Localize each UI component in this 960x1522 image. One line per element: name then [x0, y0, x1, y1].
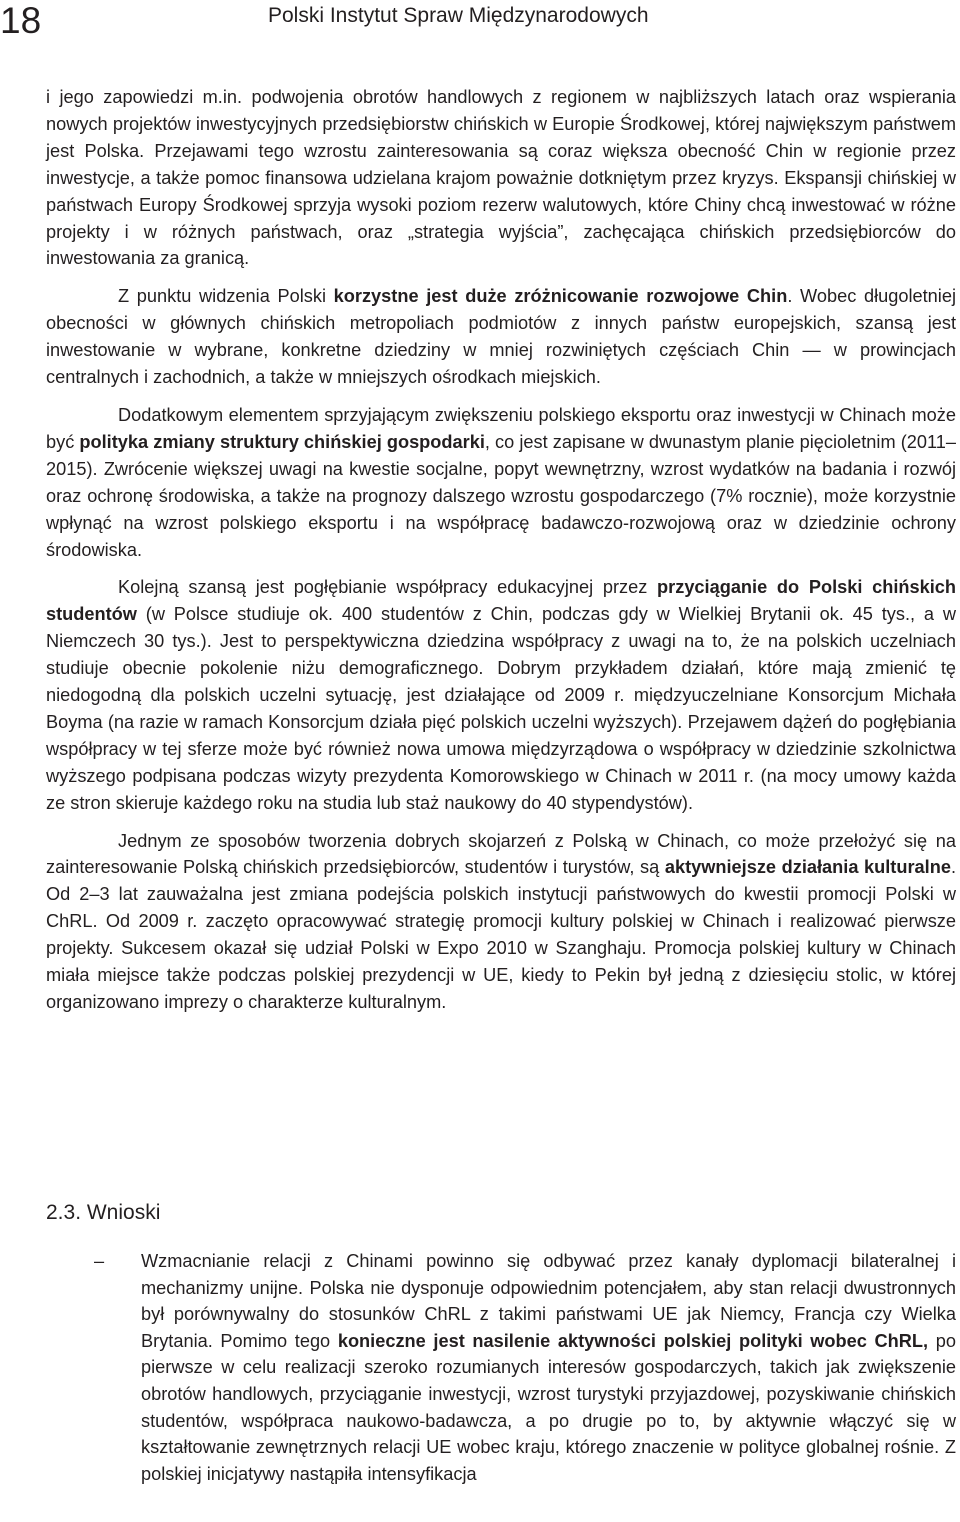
paragraph-2-before: Z punktu widzenia Polski	[118, 286, 334, 307]
list-item-after: po pierwsze w celu realizacji szeroko rozumianych interesów gospodarczych, takich jak zwiększenie obrotów handlowych, przyciąganie inwestycji, wzrost turystyki przyjazdowej, pozyskiwanie chińskich studentów, współpraca naukowo-badawcza, a po drugie po to, by aktywnie włączyć się w kształtowanie zewnętrznych relacji UE wobec kraju, którego znaczenie w polityce globalnej rośnie. Z polskiej inicjatywy nastąpiła intensyfikacja	[141, 1330, 956, 1484]
paragraph-4	[46, 574, 956, 816]
section-heading: 2.3. Wnioski	[46, 1201, 161, 1224]
paragraph-5	[46, 828, 956, 1016]
list-item-before: Wzmacnianie relacji z Chinami powinno się odbywać przez kanały dyplomacji bilateralnej i mechanizmy unijne. Polska nie dysponuje odpowiednim potencjałem, aby stan relacji dwustronnych był porównywalny do stosunków ChRL z takimi państwami UE jak Niemcy, Francja czy Wielka Brytania. Pomimo tego	[141, 1251, 956, 1351]
list-item-emphasis: konieczne jest nasilenie aktywności polskiej polityki wobec ChRL,	[337, 1330, 929, 1351]
body-text	[46, 84, 956, 1027]
paragraph-3	[46, 402, 956, 563]
paragraph-4-after: (w Polsce studiuje ok. 400 studentów z Chin, podczas gdy w Wielkiej Brytanii ok. 45 tys., a w Niemczech 30 tys.). Jest to perspektywiczna dziedzina współpracy z uwagi na to, że na polskich uczelniach studiuje obecnie pokolenie niżu demograficznego. Dobrym przykładem działań, które mają zmienić tę niedogodną dla polskich uczelni sytuację, jest działające od 2009 r. międzyuczelniane Konsorcjum Michała Boyma (na razie w ramach Konsorcjum działa pięć polskich uczelni wyższych). Przejawem dążeń do pogłębiania współpracy w tej sferze może być również nowa umowa międzyrządowa o współpracy w dziedzinie szkolnictwa wyższego podpisana podczas wizyty prezydenta Komorowskiego w Chinach w 2011 r. (na mocy umowy każda ze stron skieruje każdego roku na studia lub staż naukowy do 40 stypendystów).	[46, 604, 956, 813]
list-dash: –	[94, 1251, 105, 1271]
paragraph-5-before: Jednym ze sposobów tworzenia dobrych skojarzeń z Polską w Chinach, co może przełożyć się na zainteresowanie Polską chińskich przedsiębiorców, studentów i turystów, są	[46, 830, 956, 878]
paragraph-3-before: Dodatkowym elementem sprzyjającym zwiększeniu polskiego eksportu oraz inwestycji w Chinach może być	[46, 404, 956, 452]
paragraph-3-emphasis: polityka zmiany struktury chińskiej gospodarki	[79, 431, 485, 452]
paragraph-1-text: i jego zapowiedzi m.in. podwojenia obrotów handlowych z regionem w najbliższych latach oraz wspierania nowych projektów inwestycyjnych przedsiębiorstw chińskich w Europie Środkowej, której największym państwem jest Polska. Przejawami tego wzrostu zainteresowania są coraz większa obecność Chin w regionie przez inwestycje, a także pomoc finansowa udzielana krajom poważnie dotkniętym przez kryzys. Ekspansji chińskiej w państwach Europy Środkowej sprzyja wysoki poziom rezerw walutowych, które Chiny chcą inwestować w różne projekty i w różnych państwach, oraz „strategia wyjścia”, zachęcająca chińskich przedsiębiorców do inwestowania za granicą.	[46, 87, 956, 269]
paragraph-1	[46, 84, 956, 272]
list-item	[46, 1248, 956, 1487]
paragraph-2-emphasis: korzystne jest duże zróżnicowanie rozwojowe Chin	[333, 286, 788, 307]
paragraph-3-after: , co jest zapisane w dwunastym planie pięcioletnim (2011–2015). Zwrócenie większej uwagi na kwestie socjalne, popyt wewnętrzny, wzrost wydatków na badania i rozwój oraz ochronę środowiska, a także na prognozy dalszego wzrostu gospodarczego (7% rocznie), może korzystnie wpłynąć na wzrost polskiego eksportu i na współpracę badawczo-rozwojową oraz w dziedzinie ochrony środowiska.	[46, 431, 956, 560]
running-header-title: Polski Instytut Spraw Międzynarodowych	[268, 4, 649, 27]
paragraph-5-emphasis: aktywniejsze działania kulturalne	[664, 857, 951, 878]
page-number: 18	[0, 0, 42, 41]
paragraph-2-after: . Wobec długoletniej obecności w głównych chińskich metropoliach podmiotów z innych państw europejskich, szansą jest inwestowanie w wybrane, konkretne dziedziny w mniej rozwiniętych częściach Chin — w prowincjach centralnych i zachodnich, a także w mniejszych ośrodkach miejskich.	[46, 286, 956, 388]
paragraph-4-before: Kolejną szansą jest pogłębianie współpracy edukacyjnej przez	[118, 577, 658, 598]
paragraph-4-emphasis: przyciąganie do Polski chińskich studentów	[46, 577, 956, 625]
paragraph-2	[46, 283, 956, 391]
conclusions-list	[46, 1248, 956, 1487]
paragraph-5-after: . Od 2–3 lat zauważalna jest zmiana podejścia polskich instytucji państwowych do kwestii promocji Polski w ChRL. Od 2009 r. zaczęto opracowywać strategię promocji kultury polskiej w Chinach i realizować pierwsze projekty. Sukcesem okazał się udział Polski w Expo 2010 w Szanghaju. Promocja polskiej kultury w Chinach miała miejsce także podczas polskiej prezydencji w UE, kiedy to Pekin był jedną z dziesięciu stolic, w której organizowano imprezy o charakterze kulturalnym.	[46, 857, 956, 1012]
page-header	[0, 0, 960, 52]
